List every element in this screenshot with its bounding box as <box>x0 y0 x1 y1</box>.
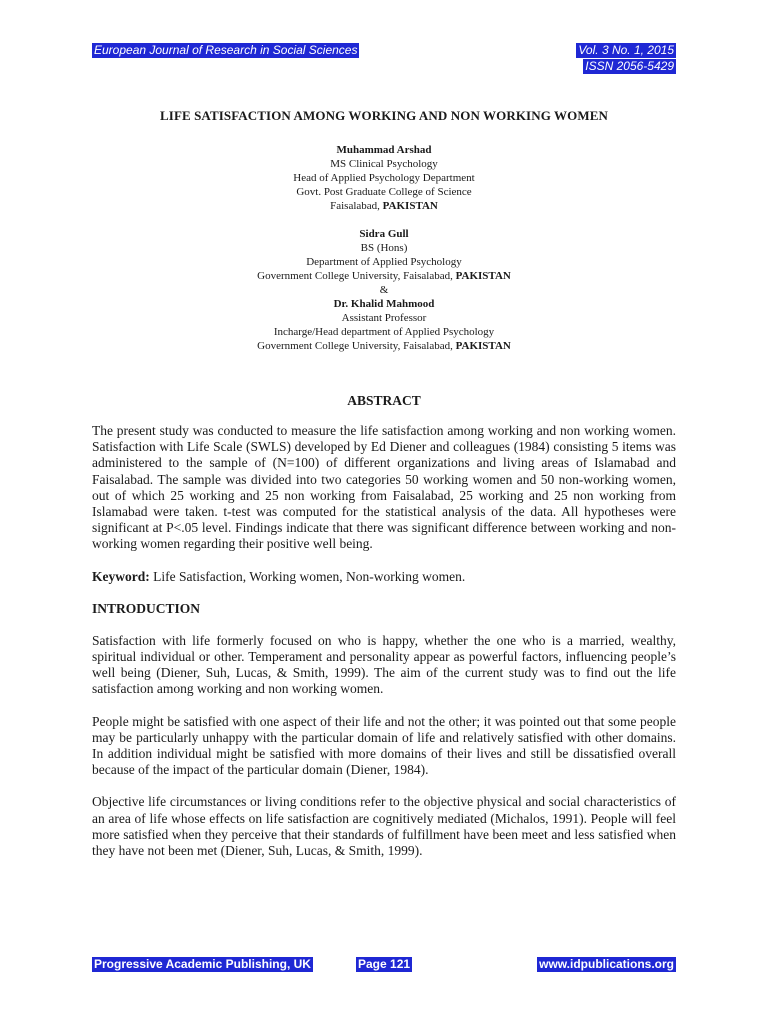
page-number: Page 121 <box>358 957 411 971</box>
author-location: Government College University, Faisalabad, PAKISTAN <box>257 340 511 352</box>
intro-paragraph: Objective life circumstances or living conditions refer to the objective physical and social characteristics of an area of life whose effects on life satisfaction are cognitively mediated (Michalos, 1991). People will feel more satisfied when they perceive that their standards of fulfillment have been meet and less satisfied when they have not been met (Diener, Suh, Lucas, & Smith, 1999). <box>92 794 676 859</box>
author-affiliation-line: MS Clinical Psychology <box>330 158 438 170</box>
keywords <box>92 569 676 585</box>
author-block <box>92 143 676 353</box>
author-affiliation-line: Head of Applied Psychology Department <box>293 172 475 184</box>
volume-info: Vol. 3 No. 1, 2015 <box>578 43 674 57</box>
author-name: Dr. Khalid Mahmood <box>333 298 435 310</box>
abstract-text: The present study was conducted to measure the life satisfaction among working and non working women. Satisfaction with Life Scale (SWLS) developed by Ed Diener and colleagues (1984) consisting 5 items was administered to the sample of (N=100) of different organizations and living areas of Islamabad and Faisalabad. The sample was divided into two categories 50 working women and 50 non-working women, out of which 25 working and 25 non working from Faisalabad, 25 working and 25 non working from Islamabad were taken. t-test was computed for the statistical analysis of the data. All hypotheses were significant at P<.05 level. Findings indicate that there was significant difference between working and non-working women regarding their positive well being. <box>92 423 676 552</box>
author-separator: & <box>379 284 389 296</box>
introduction-heading: INTRODUCTION <box>92 600 201 616</box>
publisher-name: Progressive Academic Publishing, UK <box>94 957 311 971</box>
abstract-heading: ABSTRACT <box>347 393 421 408</box>
author-affiliation-line: Incharge/Head department of Applied Psychology <box>273 326 495 338</box>
author-affiliation-line: BS (Hons) <box>360 242 408 254</box>
keywords-label: Keyword: <box>92 568 150 584</box>
intro-paragraph: People might be satisfied with one aspect of their life and not the other; it was pointed out that some people may be particularly unhappy with the particular domain of life and relatively satisfied with other domains. In addition individual might be satisfied with more domains of their lives and still be dissatisfied overall because of the impact of the particular domain (Diener, 1984). <box>92 713 676 778</box>
page-header <box>92 43 676 75</box>
page-footer <box>92 957 676 973</box>
keywords-text: Life Satisfaction, Working women, Non-working women. <box>149 568 466 584</box>
issn-info: ISSN 2056-5429 <box>585 59 674 73</box>
author-location: Faisalabad, PAKISTAN <box>330 200 438 212</box>
publisher-website[interactable]: www.idpublications.org <box>539 957 674 971</box>
author-name: Muhammad Arshad <box>336 144 432 156</box>
author-affiliation-line: Assistant Professor <box>341 312 427 324</box>
author-location: Government College University, Faisalabad, PAKISTAN <box>257 270 511 282</box>
author-name: Sidra Gull <box>359 228 409 240</box>
paper-body <box>92 108 676 859</box>
author-affiliation-line: Govt. Post Graduate College of Science <box>296 186 472 198</box>
paper-title: LIFE SATISFACTION AMONG WORKING AND NON WORKING WOMEN <box>160 108 608 123</box>
intro-paragraph: Satisfaction with life formerly focused on who is happy, whether the one who is a married, wealthy, spiritual individual or other. Temperament and personality appear as powerful factors, influencing people’s well being (Diener, Suh, Lucas, & Smith, 1999). The aim of the current study was to find out the life satisfaction among working and non working women. <box>92 632 676 697</box>
author-affiliation-line: Department of Applied Psychology <box>306 256 462 268</box>
journal-name: European Journal of Research in Social Sciences <box>94 43 358 57</box>
